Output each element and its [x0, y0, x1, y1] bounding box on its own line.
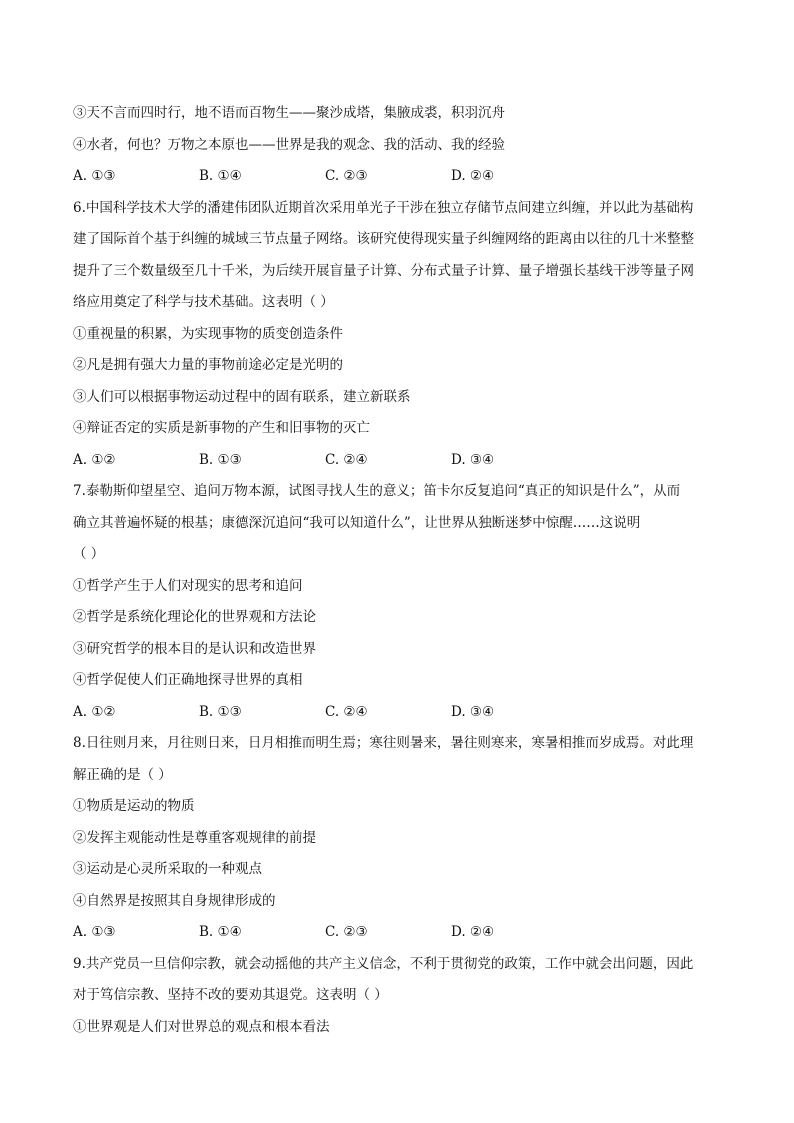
answer-choices — [73, 163, 733, 195]
choice-d: D. ③④ — [451, 703, 495, 720]
question-text-line: 解正确的是（ ） — [73, 766, 172, 783]
choice-d: D. ②④ — [451, 924, 495, 940]
choice-a: A. ①③ — [73, 924, 116, 940]
question-text-line: 确立其普遍怀疑的根基；康德深沉追问“我可以知道什么”，让世界从独断迷梦中惊醒……这说明 — [73, 514, 641, 531]
question-text-line: 7.泰勒斯仰望星空、追问万物本源，试图寻找人生的意义；笛卡尔反复追问“真正的知识是什么”，从而 — [73, 483, 681, 499]
choice-b: B. ①③ — [199, 451, 242, 468]
option-line: ①物质是运动的物质 — [73, 798, 195, 814]
option-line: ②发挥主观能动性是尊重客观规律的前提 — [73, 829, 316, 846]
question-text-line: （ ） — [73, 546, 105, 562]
question-9 — [73, 951, 733, 1046]
question-text-line: 8.日往则月来，月往则日来，日月相推而明生焉；寒往则暑来，暑往则寒来，寒暑相推而岁成焉。对此理 — [73, 735, 694, 751]
option-line: ③研究哲学的根本目的是认识和改造世界 — [73, 640, 316, 657]
question-5-tail — [73, 100, 733, 195]
answer-choices — [73, 447, 733, 479]
option-line: ③人们可以根据事物运动过程中的固有联系，建立新联系 — [73, 388, 411, 405]
option-line: ③运动是心灵所采取的一种观点 — [73, 861, 262, 877]
question-text-line: 建了国际首个基于纠缠的城域三节点量子网络。该研究使得现实量子纠缠网络的距离由以往的几十米整整 — [73, 231, 694, 247]
question-text-line: 6.中国科学技术大学的潘建伟团队近期首次采用单光子干涉在独立存储节点间建立纠缠，并以此为基础构 — [73, 199, 694, 216]
question-6 — [73, 195, 733, 479]
question-text-line: 对于笃信宗教、坚持不改的要劝其退党。这表明（ ） — [73, 987, 388, 1003]
question-text-line: 络应用奠定了科学与技术基础。这表明（ ） — [73, 294, 334, 310]
option-line: ④自然界是按照其自身规律形成的 — [73, 892, 276, 909]
answer-choices — [73, 699, 733, 731]
choice-b: B. ①④ — [199, 168, 242, 184]
option-line: ②凡是拥有强大力量的事物前途必定是光明的 — [73, 357, 343, 373]
option-line: ③天不言而四时行，地不语而百物生——聚沙成塔，集腋成裘，积羽沉舟 — [73, 105, 505, 121]
choice-c: C. ②④ — [325, 703, 368, 720]
option-line: ①世界观是人们对世界总的观点和根本看法 — [73, 1018, 330, 1035]
choice-d: D. ②④ — [451, 168, 495, 184]
choice-c: C. ②③ — [325, 168, 368, 184]
choice-a: A. ①③ — [73, 168, 116, 184]
question-text-line: 提升了三个数量级至几十千米，为后续开展盲量子计算、分布式量子计算、量子增强长基线干涉等量子网 — [73, 262, 694, 279]
choice-a: A. ①② — [73, 703, 116, 720]
choice-d: D. ③④ — [451, 451, 495, 468]
option-line: ②哲学是系统化理论化的世界观和方法论 — [73, 609, 316, 625]
option-line: ①重视量的积累，为实现事物的质变创造条件 — [73, 325, 343, 342]
choice-c: C. ②③ — [325, 924, 368, 940]
option-line: ④辩证否定的实质是新事物的产生和旧事物的灭亡 — [73, 420, 370, 436]
question-text-line: 9.共产党员一旦信仰宗教，就会动摇他的共产主义信念，不利于贯彻党的政策，工作中就会出问题，因此 — [73, 955, 694, 972]
choice-c: C. ②④ — [325, 451, 368, 468]
choice-b: B. ①③ — [199, 703, 242, 720]
choice-a: A. ①② — [73, 451, 116, 468]
option-line: ④哲学促使人们正确地探寻世界的真相 — [73, 672, 303, 688]
option-line: ④水者，何也？万物之本原也——世界是我的观念、我的活动、我的经验 — [73, 136, 505, 153]
question-7 — [73, 478, 733, 730]
question-8 — [73, 730, 733, 951]
page-content — [73, 100, 733, 1045]
option-line: ①哲学产生于人们对现实的思考和追问 — [73, 577, 303, 594]
answer-choices — [73, 919, 733, 951]
choice-b: B. ①④ — [199, 924, 242, 940]
